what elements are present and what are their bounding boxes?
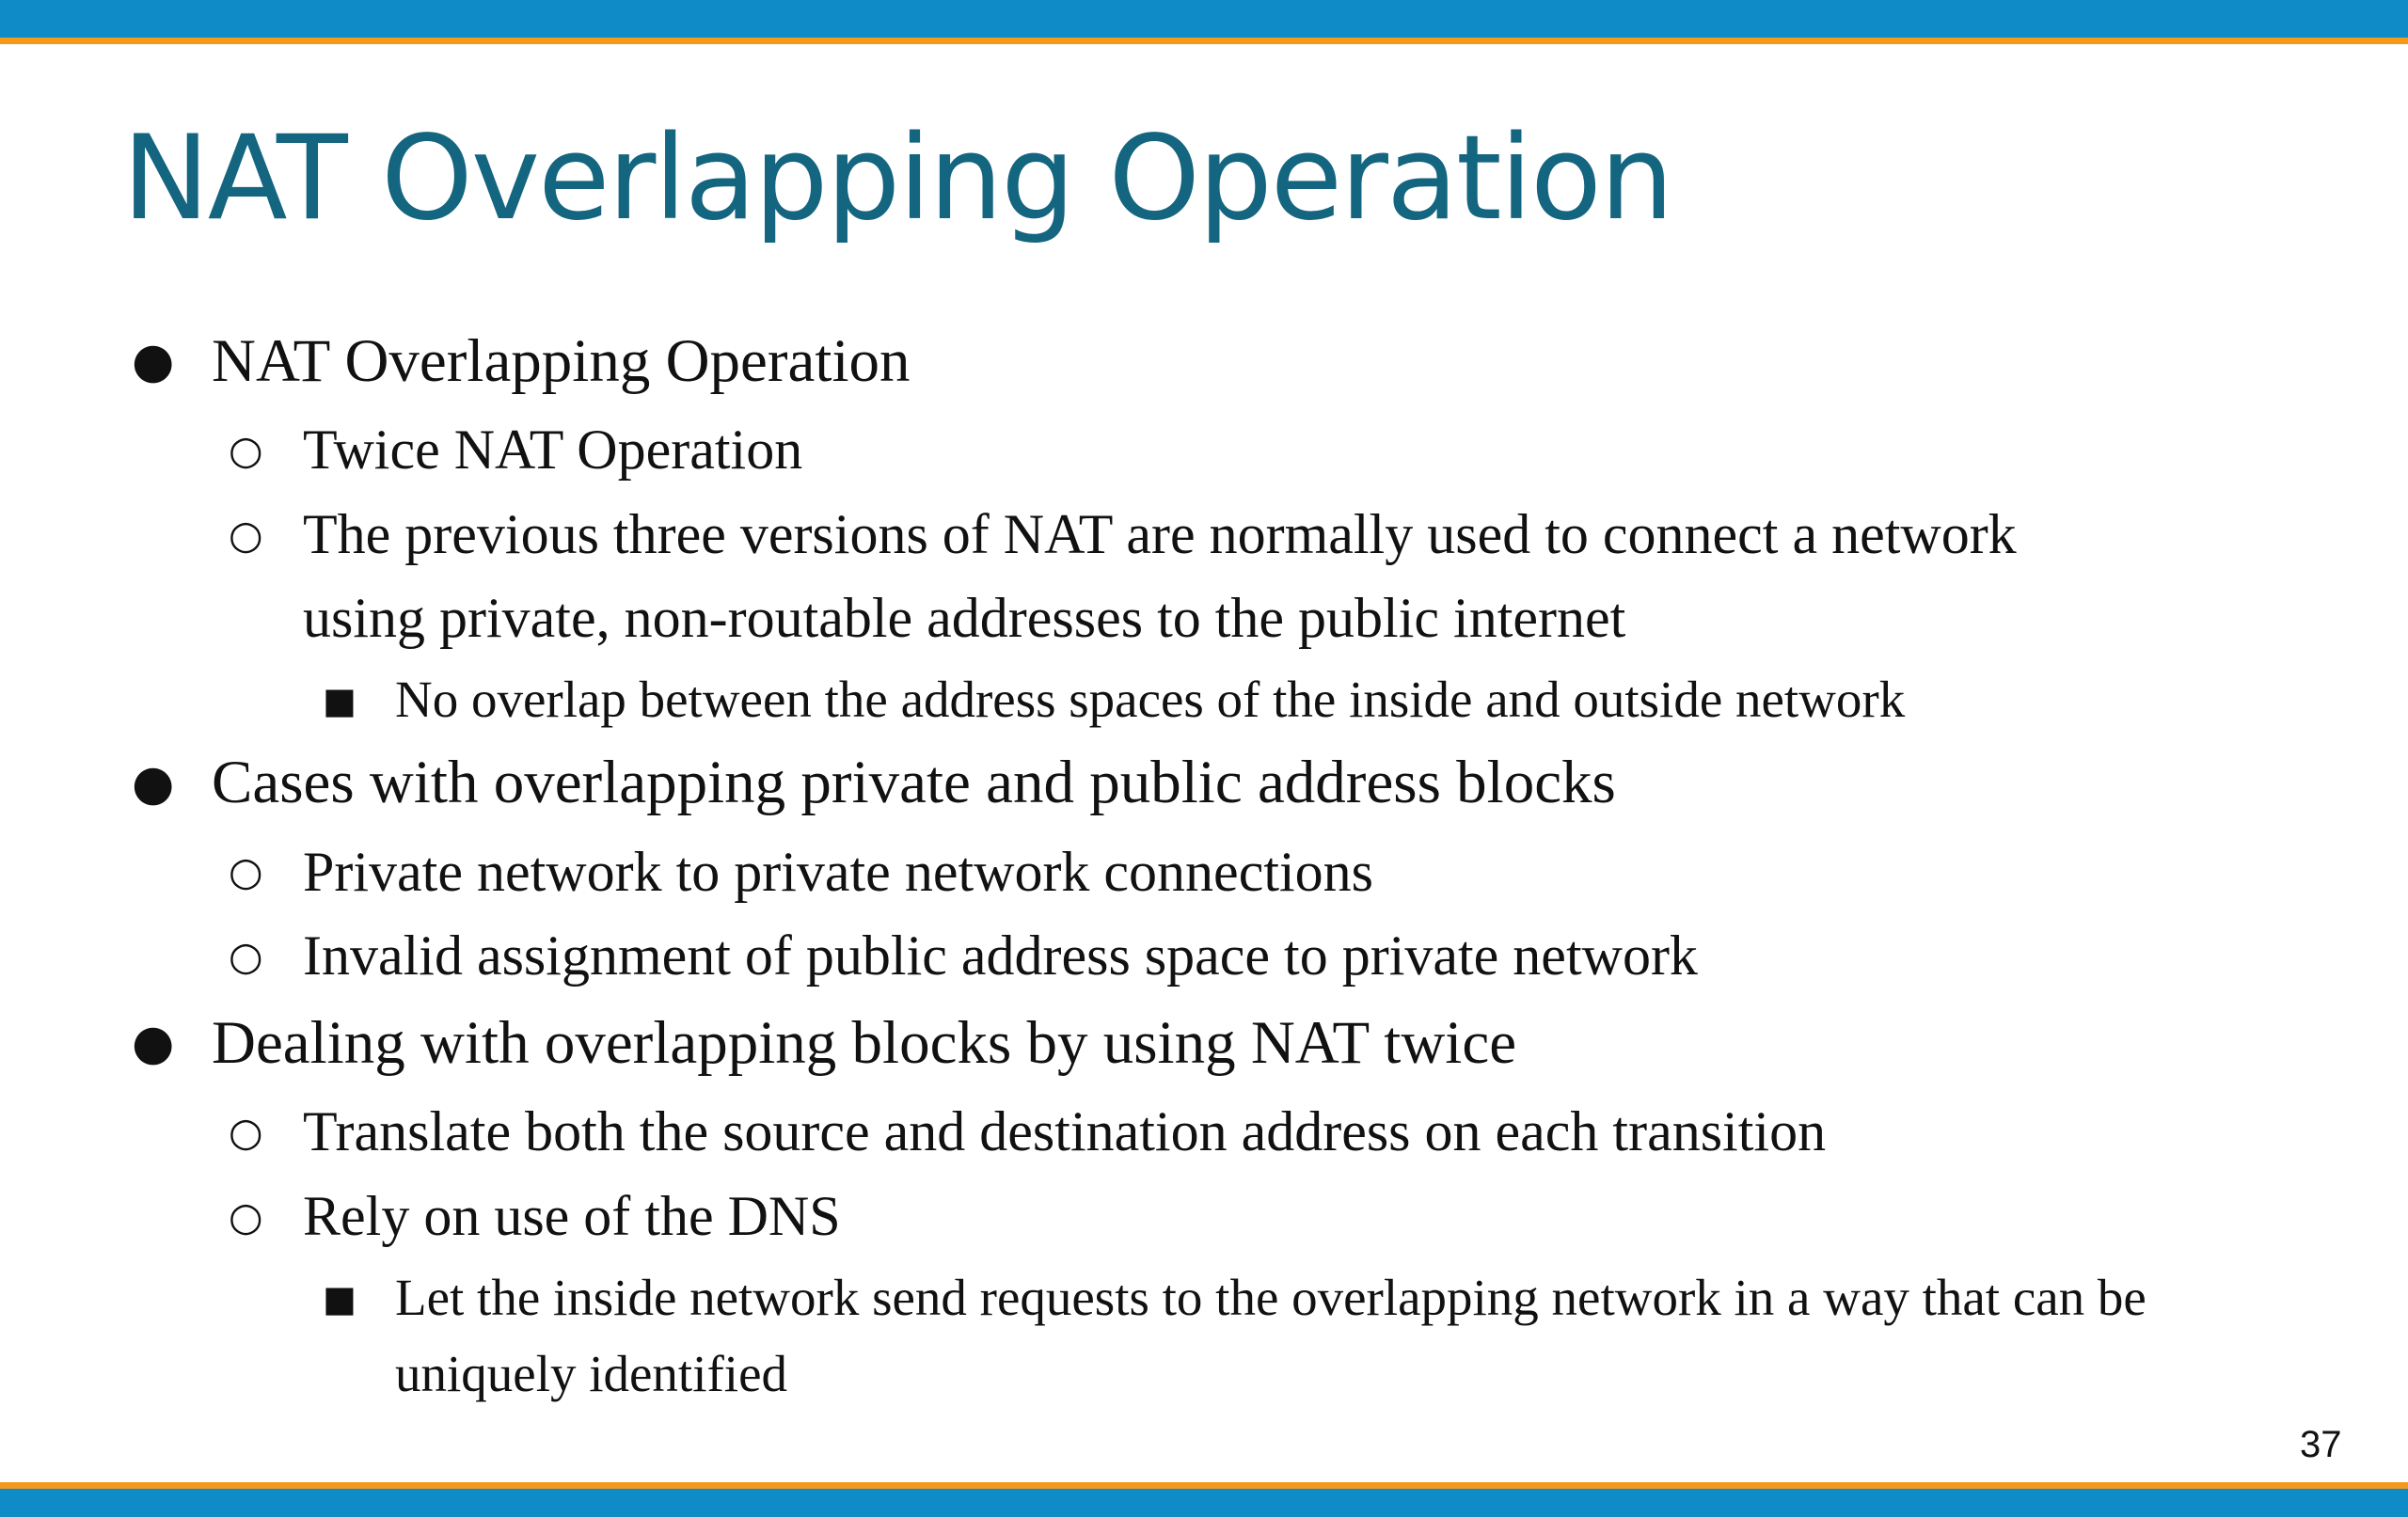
bullet-level1-nat-overlapping: NAT Overlapping Operation bbox=[212, 327, 911, 395]
page-number: 37 bbox=[2300, 1424, 2342, 1465]
bullet-level2-previous-versions: The previous three versions of NAT are normally used to connect a network bbox=[303, 503, 2017, 565]
bullet-level2-rely-on-dns: Rely on use of the DNS bbox=[303, 1185, 841, 1247]
bottom-accent-stripe bbox=[0, 1482, 2408, 1489]
hollow-circle-bullet-icon: ○ bbox=[229, 848, 263, 894]
filled-circle-bullet-icon: ● bbox=[132, 333, 175, 389]
hollow-circle-bullet-icon: ○ bbox=[229, 512, 263, 558]
filled-circle-bullet-icon: ● bbox=[132, 755, 175, 812]
hollow-circle-bullet-icon: ○ bbox=[229, 1109, 263, 1155]
filled-square-bullet-icon: ■ bbox=[323, 1278, 356, 1319]
filled-square-bullet-icon: ■ bbox=[323, 680, 356, 721]
bullet-level3-no-overlap: No overlap between the address spaces of the inside and outside network bbox=[395, 671, 1906, 728]
hollow-circle-bullet-icon: ○ bbox=[229, 933, 263, 979]
slide-title: NAT Overlapping Operation bbox=[122, 111, 1672, 246]
filled-circle-bullet-icon: ● bbox=[132, 1015, 175, 1071]
bullet-level2-translate-both: Translate both the source and destination address on each transition bbox=[303, 1100, 1827, 1162]
bullet-level3-inside-network-requests-continued: uniquely identified bbox=[395, 1345, 787, 1402]
top-accent-stripe bbox=[0, 38, 2408, 44]
bullet-level1-overlapping-cases: Cases with overlapping private and public address blocks bbox=[212, 749, 1616, 816]
bullet-level2-previous-versions-continued: using private, non-routable addresses to the public internet bbox=[303, 587, 1626, 649]
bullet-level1-nat-twice: Dealing with overlapping blocks by using NAT twice bbox=[212, 1009, 1517, 1077]
bullet-level2-invalid-assignment: Invalid assignment of public address space to private network bbox=[303, 924, 1698, 987]
bullet-level3-inside-network-requests: Let the inside network send requests to the overlapping network in a way that can be bbox=[395, 1269, 2147, 1326]
bullet-level2-private-to-private: Private network to private network connections bbox=[303, 841, 1374, 903]
top-color-band bbox=[0, 0, 2408, 38]
hollow-circle-bullet-icon: ○ bbox=[229, 1193, 263, 1240]
hollow-circle-bullet-icon: ○ bbox=[229, 427, 263, 473]
bottom-color-band bbox=[0, 1489, 2408, 1517]
bullet-level2-twice-nat: Twice NAT Operation bbox=[303, 419, 803, 481]
